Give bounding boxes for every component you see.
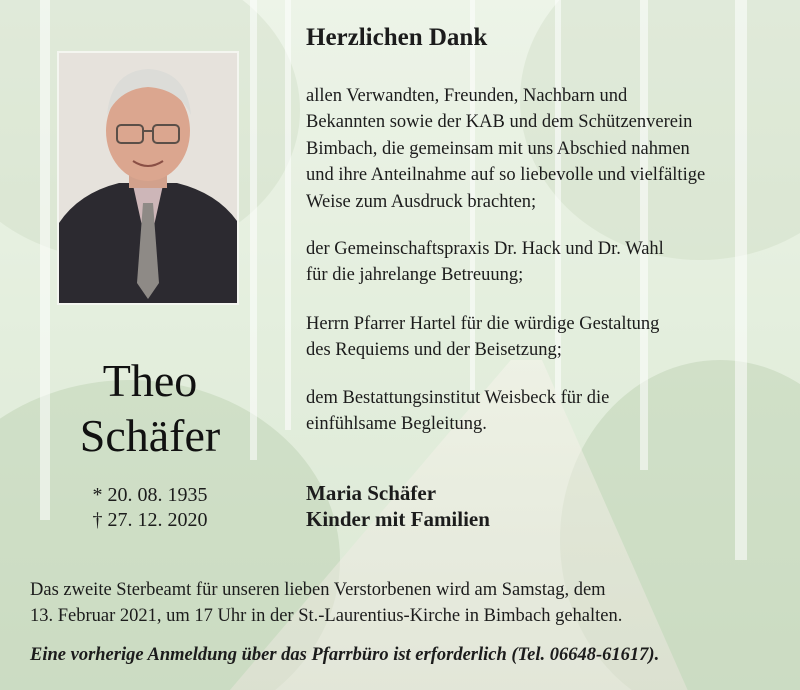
thanks-paragraph-doctors [306,236,786,289]
memorial-notice-line: Das zweite Sterbeamt für unseren lieben Verstorbenen wird am Samstag, dem [30,580,606,600]
birth-date: * 20. 08. 1935 [92,484,208,506]
portrait-photo [57,51,239,305]
text-line: Herrn Pfarrer Hartel für die würdige Gestaltung [306,314,660,334]
death-date: † 27. 12. 2020 [92,509,208,531]
text-line: des Requiems und der Beisetzung; [306,340,562,361]
text-line: dem Bestattungsinstitut Weisbeck für die [306,388,610,408]
text-line: Bekannten sowie der KAB und dem Schützenverein [306,112,693,133]
text-line: einfühlsame Begleitung. [306,414,487,435]
text-line: Bimbach, die gemeinsam mit uns Abschied nahmen [306,138,690,159]
text-line: Weise zum Ausdruck brachten; [306,191,537,212]
thanks-paragraph-relatives [306,83,786,215]
text-line: und ihre Anteilnahme auf so liebevolle und vielfältige [306,165,706,186]
deceased-first-name: Theo [102,355,198,406]
text-line: allen Verwandten, Freunden, Nachbarn und [306,86,628,106]
registration-note: Eine vorherige Anmeldung über das Pfarrbüro ist erforderlich (Tel. 06648-61617). [30,645,660,665]
deceased-last-name: Schäfer [79,410,221,461]
page-title: Herzlichen Dank [306,24,488,51]
signature-family: Kinder mit Familien [306,507,490,531]
thanks-paragraph-funeral-home [306,385,786,438]
text-line: für die jahrelange Betreuung; [306,265,524,286]
thanks-paragraph-priest [306,311,786,364]
text-line: der Gemeinschaftspraxis Dr. Hack und Dr. Wahl [306,239,664,259]
memorial-notice-line: 13. Februar 2021, um 17 Uhr in der St.-Laurentius-Kirche in Bimbach gehalten. [30,606,623,626]
signature-name: Maria Schäfer [306,481,437,505]
